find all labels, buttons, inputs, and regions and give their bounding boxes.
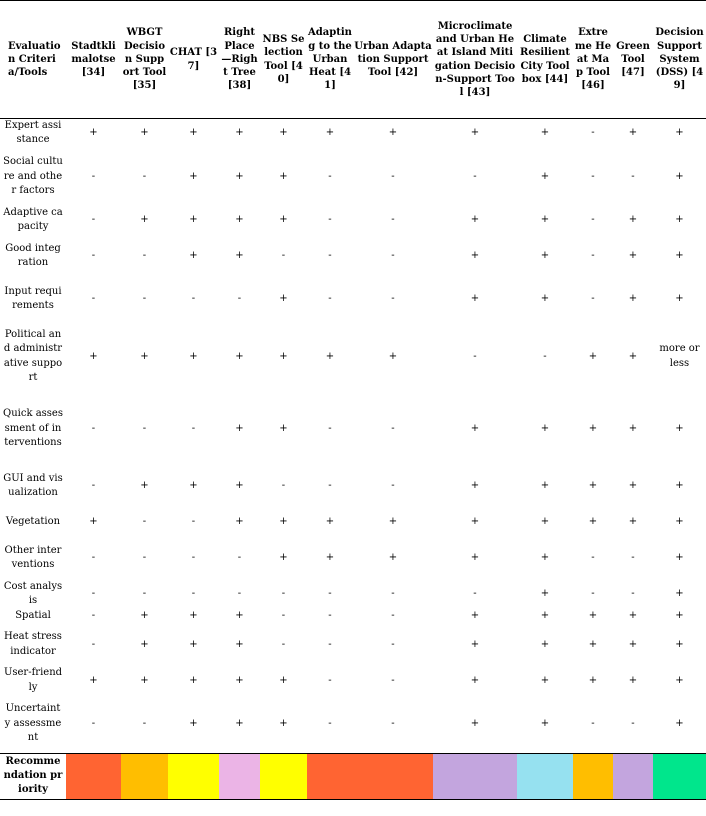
rating-cell: + bbox=[235, 250, 244, 262]
rating-cell: + bbox=[588, 422, 598, 434]
rating-cell: + bbox=[675, 588, 684, 600]
rating-cell: + bbox=[189, 250, 198, 262]
priority-swatch bbox=[168, 753, 219, 799]
rating-cell: - bbox=[473, 170, 477, 182]
table-row bbox=[0, 609, 706, 623]
rating-cell: + bbox=[675, 552, 684, 564]
rating-cell: - bbox=[591, 170, 595, 182]
rating-cell: + bbox=[540, 250, 550, 262]
rating-cell: + bbox=[235, 214, 244, 226]
priority-swatch bbox=[307, 753, 353, 799]
rating-cell: + bbox=[470, 609, 480, 621]
rating-cell: - bbox=[328, 214, 332, 226]
priority-swatch bbox=[260, 753, 307, 799]
rating-cell: + bbox=[588, 674, 598, 686]
rating-cell: - bbox=[543, 350, 547, 362]
rating-cell: - bbox=[191, 516, 196, 528]
rating-cell: - bbox=[237, 588, 242, 600]
rating-cell: + bbox=[189, 170, 198, 182]
rating-cell: + bbox=[388, 516, 398, 528]
rating-cell: + bbox=[279, 293, 288, 305]
priority-swatch bbox=[573, 753, 613, 799]
rating-cell: - bbox=[391, 170, 395, 182]
rating-cell: - bbox=[391, 717, 395, 729]
rating-cell: - bbox=[91, 293, 96, 305]
rating-cell: - bbox=[237, 293, 242, 305]
rating-cell: - bbox=[281, 480, 286, 492]
rating-cell: + bbox=[540, 588, 550, 600]
rating-cell: + bbox=[470, 674, 480, 686]
rating-cell: + bbox=[235, 638, 244, 650]
rating-cell: + bbox=[189, 638, 198, 650]
rating-cell: - bbox=[328, 422, 332, 434]
rating-cell: - bbox=[391, 588, 395, 600]
rating-cell: + bbox=[628, 250, 638, 262]
rating-cell: + bbox=[540, 609, 550, 621]
rating-cell: - bbox=[631, 170, 635, 182]
rating-cell: + bbox=[540, 674, 550, 686]
rating-cell: + bbox=[470, 293, 480, 305]
rating-cell: + bbox=[675, 127, 684, 139]
priority-swatch bbox=[433, 753, 517, 799]
rating-cell: + bbox=[675, 250, 684, 262]
rating-cell: + bbox=[235, 480, 244, 492]
rating-cell: - bbox=[91, 588, 96, 600]
rating-cell: + bbox=[235, 674, 244, 686]
tool-header: WBGT Decision Support Tool [35] bbox=[121, 1, 168, 119]
rating-cell: - bbox=[91, 250, 96, 262]
rating-cell: - bbox=[91, 638, 96, 650]
rating-cell: + bbox=[279, 170, 288, 182]
rating-cell: + bbox=[279, 717, 288, 729]
rating-cell: + bbox=[388, 350, 398, 362]
rating-cell: - bbox=[328, 250, 332, 262]
rating-cell: - bbox=[91, 552, 96, 564]
rating-cell: + bbox=[675, 293, 684, 305]
criterion-cell: Political and administrative support bbox=[3, 329, 63, 384]
priority-swatch bbox=[653, 753, 706, 799]
rating-cell: - bbox=[142, 552, 147, 564]
priority-swatch bbox=[353, 753, 433, 799]
rating-cell: + bbox=[628, 214, 638, 226]
rating-cell: + bbox=[279, 516, 288, 528]
rating-cell: + bbox=[235, 717, 244, 729]
rating-cell: - bbox=[391, 214, 395, 226]
rating-cell: + bbox=[470, 422, 480, 434]
tool-header: Decision Support System (DSS) [49] bbox=[653, 1, 706, 119]
rating-cell: + bbox=[588, 609, 598, 621]
rating-cell: + bbox=[675, 214, 684, 226]
rating-cell: more or less bbox=[659, 343, 700, 369]
criterion-cell: Input requirements bbox=[4, 285, 62, 312]
rating-cell: - bbox=[591, 127, 595, 139]
rating-cell: + bbox=[588, 516, 598, 528]
rating-cell: - bbox=[281, 250, 286, 262]
rating-cell: - bbox=[237, 552, 242, 564]
priority-label: Recommendation priority bbox=[0, 753, 66, 799]
rating-cell: - bbox=[391, 674, 395, 686]
rating-cell: + bbox=[235, 422, 244, 434]
rating-cell: + bbox=[279, 127, 288, 139]
rating-cell: + bbox=[189, 214, 198, 226]
rating-cell: + bbox=[675, 674, 684, 686]
rating-cell: + bbox=[279, 674, 288, 686]
rating-cell: - bbox=[281, 588, 286, 600]
table-row bbox=[0, 508, 706, 537]
rating-cell: - bbox=[591, 552, 595, 564]
rating-cell: - bbox=[328, 480, 332, 492]
rating-cell: - bbox=[142, 250, 147, 262]
rating-cell: - bbox=[631, 717, 635, 729]
priority-swatch bbox=[66, 753, 121, 799]
tool-header: Stadtklimalotse [34] bbox=[66, 1, 121, 119]
rating-cell: + bbox=[470, 638, 480, 650]
rating-cell: + bbox=[325, 127, 335, 139]
rating-cell: - bbox=[591, 250, 595, 262]
table-row bbox=[0, 321, 706, 393]
table-row bbox=[0, 235, 706, 278]
rating-cell: - bbox=[191, 293, 196, 305]
rating-cell: - bbox=[391, 480, 395, 492]
tool-header: Climate Resilient City Toolbox [44] bbox=[517, 1, 573, 119]
rating-cell: - bbox=[631, 588, 635, 600]
criterion-cell: Social culture and other factors bbox=[3, 156, 63, 197]
table-row bbox=[0, 119, 706, 148]
criterion-cell: Expert assistance bbox=[4, 120, 62, 146]
rating-cell: + bbox=[675, 170, 684, 182]
table-row bbox=[0, 206, 706, 235]
criterion-cell: Other interventions bbox=[4, 544, 62, 571]
rating-cell: + bbox=[235, 127, 244, 139]
rating-cell: - bbox=[142, 422, 147, 434]
rating-cell: + bbox=[588, 638, 598, 650]
rating-cell: + bbox=[189, 609, 198, 621]
rating-cell: + bbox=[540, 717, 550, 729]
table-body bbox=[0, 119, 706, 800]
rating-cell: - bbox=[142, 588, 147, 600]
rating-cell: + bbox=[588, 350, 598, 362]
rating-cell: + bbox=[189, 674, 198, 686]
rating-cell: + bbox=[189, 717, 198, 729]
rating-cell: + bbox=[279, 350, 288, 362]
table-row bbox=[0, 695, 706, 753]
tool-header: CHAT [37] bbox=[168, 1, 219, 119]
rating-cell: + bbox=[628, 422, 638, 434]
rating-cell: + bbox=[235, 170, 244, 182]
rating-cell: + bbox=[140, 350, 149, 362]
criterion-cell: Vegetation bbox=[5, 516, 61, 528]
priority-swatch bbox=[219, 753, 260, 799]
rating-cell: + bbox=[235, 350, 244, 362]
rating-cell: + bbox=[540, 127, 550, 139]
rating-cell: + bbox=[89, 516, 98, 528]
rating-cell: - bbox=[328, 717, 332, 729]
rating-cell: + bbox=[140, 638, 149, 650]
rating-cell: + bbox=[540, 480, 550, 492]
rating-cell: - bbox=[391, 638, 395, 650]
rating-cell: - bbox=[281, 638, 286, 650]
rating-cell: + bbox=[140, 214, 149, 226]
rating-cell: + bbox=[675, 638, 684, 650]
tool-header: Right Place—Right Tree [38] bbox=[219, 1, 260, 119]
rating-cell: + bbox=[540, 422, 550, 434]
rating-cell: - bbox=[591, 214, 595, 226]
rating-cell: + bbox=[89, 350, 98, 362]
rating-cell: + bbox=[189, 480, 198, 492]
rating-cell: + bbox=[279, 214, 288, 226]
rating-cell: + bbox=[628, 350, 638, 362]
rating-cell: + bbox=[675, 717, 684, 729]
rating-cell: + bbox=[588, 480, 598, 492]
rating-cell: - bbox=[591, 293, 595, 305]
rating-cell: - bbox=[91, 422, 96, 434]
criterion-cell: Uncertainty assessment bbox=[4, 703, 62, 744]
rating-cell: + bbox=[675, 422, 684, 434]
rating-cell: + bbox=[470, 480, 480, 492]
criterion-cell: GUI and visualization bbox=[3, 472, 63, 499]
rating-cell: + bbox=[388, 127, 398, 139]
rating-cell: + bbox=[628, 127, 638, 139]
rating-cell: - bbox=[391, 609, 395, 621]
rating-cell: + bbox=[89, 127, 98, 139]
rating-cell: - bbox=[281, 609, 286, 621]
rating-cell: - bbox=[191, 552, 196, 564]
rating-cell: + bbox=[325, 516, 335, 528]
rating-cell: + bbox=[540, 638, 550, 650]
rating-cell: + bbox=[470, 127, 480, 139]
rating-cell: + bbox=[675, 609, 684, 621]
table-row bbox=[0, 537, 706, 580]
rating-cell: - bbox=[591, 588, 595, 600]
rating-cell: - bbox=[631, 552, 635, 564]
rating-cell: - bbox=[591, 717, 595, 729]
rating-cell: - bbox=[473, 350, 477, 362]
tool-header: Adapting to the Urban Heat [41] bbox=[307, 1, 353, 119]
rating-cell: + bbox=[325, 552, 335, 564]
priority-row bbox=[0, 753, 706, 799]
rating-cell: - bbox=[328, 588, 332, 600]
rating-cell: - bbox=[142, 170, 147, 182]
rating-cell: - bbox=[91, 717, 96, 729]
rating-cell: + bbox=[628, 674, 638, 686]
rating-cell: - bbox=[91, 170, 96, 182]
tool-header: NBS Selection Tool [40] bbox=[260, 1, 307, 119]
rating-cell: + bbox=[540, 293, 550, 305]
rating-cell: + bbox=[628, 638, 638, 650]
rating-cell: + bbox=[189, 350, 198, 362]
rating-cell: - bbox=[91, 214, 96, 226]
rating-cell: + bbox=[470, 214, 480, 226]
rating-cell: + bbox=[628, 516, 638, 528]
tool-header: Green Tool [47] bbox=[613, 1, 653, 119]
table-row bbox=[0, 580, 706, 609]
rating-cell: + bbox=[540, 214, 550, 226]
rating-cell: - bbox=[328, 674, 332, 686]
rating-cell: + bbox=[540, 170, 550, 182]
table-row bbox=[0, 666, 706, 695]
rating-cell: + bbox=[235, 609, 244, 621]
rating-cell: - bbox=[91, 609, 96, 621]
tool-header: Microclimate and Urban Heat Island Mitigation Decision-Support Tool [43] bbox=[433, 1, 517, 119]
rating-cell: - bbox=[391, 422, 395, 434]
rating-cell: + bbox=[470, 516, 480, 528]
criterion-cell: Cost analysis bbox=[3, 580, 63, 607]
rating-cell: - bbox=[391, 293, 395, 305]
table-row bbox=[0, 148, 706, 206]
rating-cell: + bbox=[235, 516, 244, 528]
rating-cell: - bbox=[391, 250, 395, 262]
rating-cell: - bbox=[191, 422, 196, 434]
rating-cell: - bbox=[328, 638, 332, 650]
criterion-cell: Good integration bbox=[5, 242, 61, 269]
criterion-cell: Quick assessment of interventions bbox=[3, 408, 63, 449]
corner-header: Evaluation Criteria/Tools bbox=[0, 1, 66, 119]
rating-cell: + bbox=[189, 127, 198, 139]
tool-header: Urban Adaptation Support Tool [42] bbox=[353, 1, 433, 119]
rating-cell: + bbox=[140, 127, 149, 139]
table-row bbox=[0, 623, 706, 666]
tool-header: Extreme Heat Map Tool [46] bbox=[573, 1, 613, 119]
rating-cell: - bbox=[328, 609, 332, 621]
priority-swatch bbox=[517, 753, 573, 799]
rating-cell: + bbox=[279, 552, 288, 564]
rating-cell: - bbox=[142, 293, 147, 305]
rating-cell: + bbox=[89, 674, 98, 686]
table-row bbox=[0, 278, 706, 321]
rating-cell: + bbox=[140, 480, 149, 492]
rating-cell: + bbox=[388, 552, 398, 564]
rating-cell: + bbox=[628, 293, 638, 305]
rating-cell: + bbox=[325, 350, 335, 362]
rating-cell: + bbox=[470, 250, 480, 262]
rating-cell: + bbox=[140, 609, 149, 621]
rating-cell: + bbox=[675, 480, 684, 492]
priority-swatch bbox=[121, 753, 168, 799]
rating-cell: + bbox=[628, 609, 638, 621]
table-row bbox=[0, 465, 706, 508]
rating-cell: - bbox=[473, 588, 477, 600]
header-row bbox=[0, 1, 706, 119]
rating-cell: - bbox=[328, 293, 332, 305]
criterion-cell: Adaptive capacity bbox=[3, 206, 63, 233]
rating-cell: + bbox=[279, 422, 288, 434]
rating-cell: - bbox=[328, 170, 332, 182]
criterion-cell: Spatial bbox=[15, 609, 51, 621]
rating-cell: - bbox=[142, 717, 147, 729]
rating-cell: + bbox=[470, 717, 480, 729]
rating-cell: + bbox=[540, 516, 550, 528]
table-row bbox=[0, 393, 706, 465]
rating-cell: + bbox=[675, 516, 684, 528]
rating-cell: + bbox=[470, 552, 480, 564]
rating-cell: - bbox=[91, 480, 96, 492]
criterion-cell: Heat stress indicator bbox=[4, 631, 62, 657]
rating-cell: + bbox=[540, 552, 550, 564]
rating-cell: + bbox=[140, 674, 149, 686]
rating-cell: - bbox=[142, 516, 147, 528]
rating-cell: - bbox=[191, 588, 196, 600]
criterion-cell: User-friendly bbox=[3, 667, 63, 693]
rating-cell: + bbox=[628, 480, 638, 492]
priority-swatch bbox=[613, 753, 653, 799]
